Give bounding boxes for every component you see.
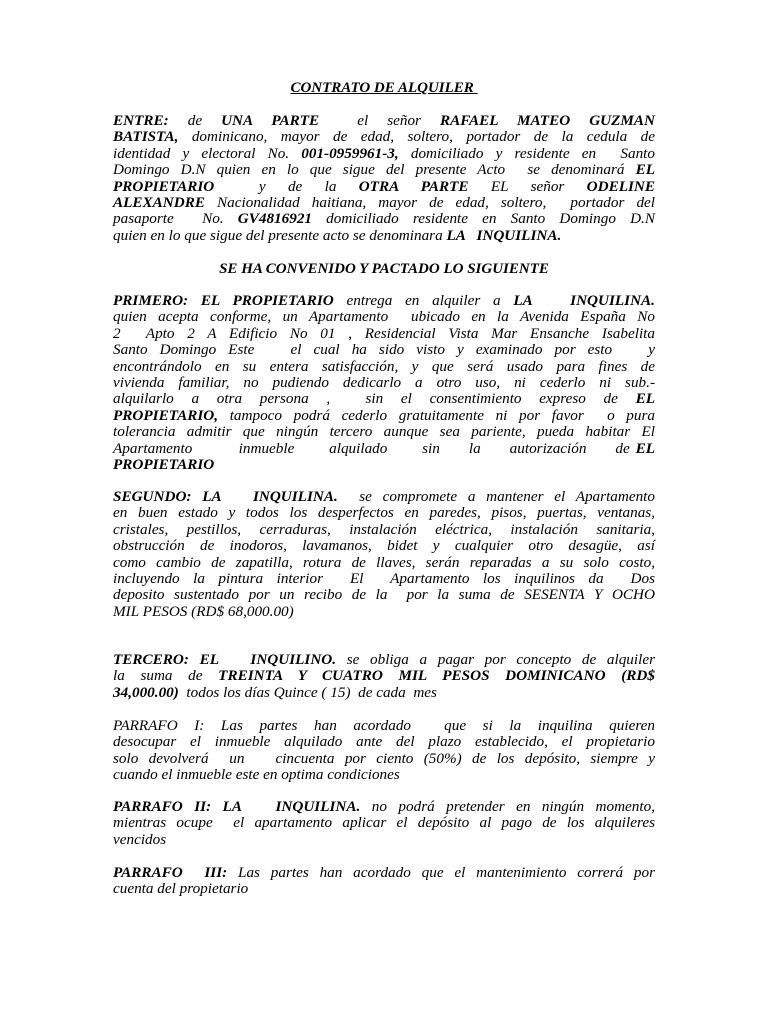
clause-label: PRIMERO: EL PROPIETARIO bbox=[113, 292, 334, 309]
section-tercero bbox=[113, 652, 655, 701]
text-run: deposito sustentado por un recibo de la por la suma de SESENTA Y OCHO bbox=[113, 586, 655, 604]
rent-amount: TREINTA Y CUATRO MIL PESOS DOMINICANO (RD$ bbox=[218, 667, 655, 685]
text-run: desocupar el inmueble alquilado ante del plazo establecido, el propietario bbox=[113, 733, 655, 751]
text-line bbox=[113, 457, 655, 473]
clause-label: SEGUNDO: LA INQUILINA. bbox=[113, 488, 338, 505]
text-run: obstrucción de inodoros, lavamanos, bidet y cualquier otro desagüe, así bbox=[113, 537, 655, 555]
text-line bbox=[113, 668, 655, 684]
id-number: 001-0959961-3, bbox=[301, 144, 399, 162]
party-label: UNA PARTE bbox=[221, 112, 320, 129]
text-line bbox=[113, 522, 655, 538]
section-heading: SE HA CONVENIDO Y PACTADO LO SIGUIENTE bbox=[219, 261, 549, 277]
text-run: se compromete a mantener el Apartamento bbox=[337, 488, 655, 505]
text-line bbox=[113, 326, 655, 342]
clause-label: ENTRE: bbox=[113, 112, 169, 129]
text-run: Domingo D.N quien en lo que sigue del presente Acto se denominará bbox=[113, 161, 636, 179]
text-run: Santo Domingo Este el cual ha sido visto y examinado por esto y bbox=[113, 341, 655, 359]
section-parrafo-2 bbox=[113, 799, 655, 848]
text-line bbox=[113, 391, 655, 407]
text-run: 2 Apto 2 A Edificio No 01 , Residencial Vista Mar Ensanche Isabelita bbox=[113, 324, 655, 342]
text-run: EL señor bbox=[468, 177, 587, 195]
text-run: cuenta del propietario bbox=[113, 880, 249, 898]
text-run: solo devolverá un cincuenta por ciento (50%) de los depósito, siempre y bbox=[113, 749, 655, 767]
text-line bbox=[113, 881, 655, 897]
text-run: Apartamento inmueble alquilado sin la autorización de bbox=[113, 439, 636, 457]
party-label: LA INQUILINA. bbox=[513, 292, 655, 309]
text-run: cristales, pestillos, cerraduras, instalación eléctrica, instalación sanitaria, bbox=[113, 520, 655, 538]
text-line bbox=[113, 375, 655, 391]
text-run: alquilarlo a otra persona , sin el consentimiento expreso de bbox=[113, 390, 636, 408]
party-label: OTRA PARTE bbox=[358, 177, 469, 195]
text-line bbox=[113, 195, 655, 211]
text-run: vivienda familiar, no pudiendo dedicarlo a otro uso, ni cederlo ni sub.- bbox=[113, 374, 655, 392]
text-line bbox=[113, 179, 655, 195]
section-segundo bbox=[113, 489, 655, 620]
text-line bbox=[113, 505, 655, 521]
text-line bbox=[113, 799, 655, 815]
text-run: y de la bbox=[214, 177, 359, 195]
text-line bbox=[113, 555, 655, 571]
text-line bbox=[113, 211, 655, 227]
text-line bbox=[113, 865, 655, 881]
text-run: como cambio de zapatilla, rotura de llaves, serán reparadas a su solo costo, bbox=[113, 553, 655, 571]
text-line bbox=[113, 538, 655, 554]
text-run: mientras ocupe el apartamento aplicar el depósito al pago de los alquileres bbox=[113, 814, 655, 832]
text-line bbox=[113, 571, 655, 587]
text-line bbox=[113, 309, 655, 325]
party-label: EL bbox=[635, 439, 655, 457]
text-run: se obliga a pagar por concepto de alquiler bbox=[336, 651, 655, 668]
owner-name: RAFAEL MATEO GUZMAN bbox=[440, 112, 656, 129]
clause-label: PARRAFO II: LA INQUILINA. bbox=[113, 798, 361, 815]
text-run: identidad y electoral No. bbox=[113, 144, 302, 162]
clause-label: PARRAFO III: bbox=[113, 864, 228, 881]
text-run: todos los días Quince ( 15) de cada mes bbox=[178, 683, 437, 701]
text-line bbox=[113, 129, 655, 145]
text-line bbox=[113, 146, 655, 162]
text-run: PARRAFO I: Las partes han acordado que si la inquilina quieren bbox=[113, 717, 655, 734]
party-label: PROPIETARIO bbox=[113, 456, 215, 474]
text-run: tolerancia admitir que ningún tercero aunque sea pariente, pueda habitar El bbox=[113, 423, 655, 441]
section-parrafo-3 bbox=[113, 865, 655, 898]
tenant-name: ALEXANDRE bbox=[113, 194, 205, 212]
text-line bbox=[113, 815, 655, 831]
text-run: quien acepta conforme, un Apartamento ubicado en la Avenida España No bbox=[113, 308, 655, 326]
text-run: tampoco podrá cederlo gratuitamente ni por favor o pura bbox=[218, 406, 655, 424]
text-line bbox=[113, 767, 655, 783]
text-run: vencidos bbox=[113, 830, 167, 848]
owner-name: BATISTA, bbox=[113, 128, 179, 146]
text-line bbox=[113, 832, 655, 848]
text-run: en buen estado y todos los desperfectos en paredes, pisos, puertas, ventanas, bbox=[113, 504, 655, 522]
text-line bbox=[113, 162, 655, 178]
section-entre bbox=[113, 113, 655, 244]
text-run: incluyendo la pintura interior El Apartamento los inquilinos da Dos bbox=[113, 570, 655, 588]
text-line bbox=[113, 751, 655, 767]
text-run: el señor bbox=[319, 112, 440, 129]
text-line bbox=[113, 652, 655, 668]
party-label: PROPIETARIO, bbox=[113, 406, 219, 424]
text-run: Las partes han acordado que el mantenimiento correrá por bbox=[227, 864, 655, 881]
text-line bbox=[113, 408, 655, 424]
party-label: EL bbox=[635, 390, 655, 408]
rent-amount: 34,000.00) bbox=[113, 683, 179, 701]
text-run: no podrá pretender en ningún momento, bbox=[360, 798, 655, 815]
passport-number: GV4816921 bbox=[237, 210, 313, 228]
text-line bbox=[113, 489, 655, 505]
section-parrafo-1 bbox=[113, 718, 655, 784]
text-line bbox=[113, 685, 655, 701]
document-title: CONTRATO DE ALQUILER bbox=[290, 80, 478, 96]
text-run: Nacionalidad haitiana, mayor de edad, soltero, portador del bbox=[205, 194, 655, 212]
text-line bbox=[113, 718, 655, 734]
text-line bbox=[113, 424, 655, 440]
text-run: quien en lo que sigue del presente acto se denominara bbox=[113, 226, 447, 244]
party-label: LA INQUILINA. bbox=[446, 226, 562, 244]
text-line bbox=[113, 359, 655, 375]
text-run: entrega en alquiler a bbox=[333, 292, 514, 309]
text-run: MIL PESOS (RD$ 68,000.00) bbox=[113, 602, 294, 620]
text-line bbox=[113, 441, 655, 457]
text-line bbox=[113, 113, 655, 129]
text-run: cuando el inmueble este en optima condiciones bbox=[113, 766, 400, 784]
text-line bbox=[113, 734, 655, 750]
party-label: PROPIETARIO bbox=[113, 177, 215, 195]
text-run: domiciliado y residente en Santo bbox=[398, 144, 655, 162]
section-primero bbox=[113, 293, 655, 473]
text-line bbox=[113, 293, 655, 309]
tenant-name: ODELINE bbox=[586, 177, 656, 195]
text-line bbox=[113, 342, 655, 358]
text-run: la suma de bbox=[113, 667, 219, 685]
text-line bbox=[113, 587, 655, 603]
text-run: pasaporte No. bbox=[113, 210, 238, 228]
text-run: encontrándolo en su entera satisfacción, y que será usado para fines de bbox=[113, 357, 655, 375]
text-run: de bbox=[168, 112, 222, 129]
text-run: domiciliado residente en Santo Domingo D.N bbox=[312, 210, 655, 228]
text-line bbox=[113, 228, 655, 244]
party-label: EL bbox=[635, 161, 655, 179]
text-run: dominicano, mayor de edad, soltero, portador de la cedula de bbox=[178, 128, 655, 146]
clause-label: TERCERO: EL INQUILINO. bbox=[113, 651, 337, 668]
text-line bbox=[113, 604, 655, 620]
